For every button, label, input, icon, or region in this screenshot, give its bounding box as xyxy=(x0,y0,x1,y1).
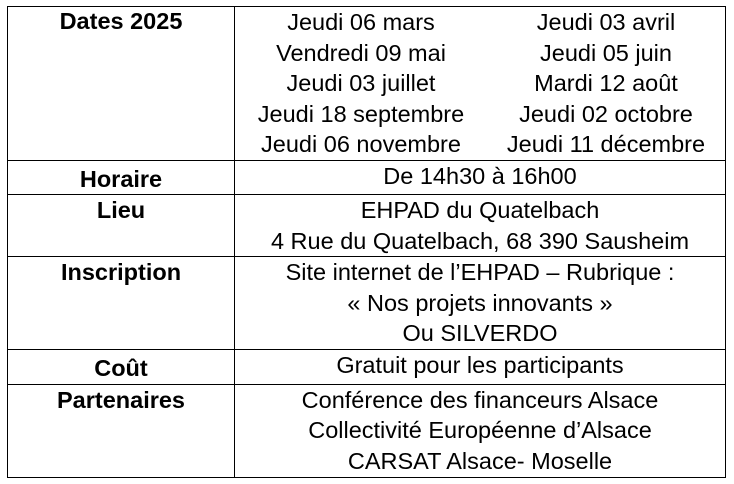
date-item: Jeudi 03 juillet xyxy=(286,70,436,96)
partenaires-value-cell xyxy=(235,384,726,477)
dates-label: Dates 2025 xyxy=(59,8,183,34)
horaire-value-cell xyxy=(235,160,726,195)
inscription-value-cell xyxy=(235,257,726,350)
date-item: Jeudi 06 mars xyxy=(287,9,435,35)
cout-label-cell xyxy=(8,350,235,385)
horaire-label: Horaire xyxy=(79,165,163,192)
table-row-cout xyxy=(8,350,726,385)
partenaire-line: CARSAT Alsace- Moselle xyxy=(347,447,613,474)
lieu-value-cell xyxy=(235,195,726,257)
lieu-label: Lieu xyxy=(96,197,146,223)
inscription-line: Ou SILVERDO xyxy=(402,320,558,346)
partenaires-label-cell xyxy=(8,384,235,477)
date-item: Jeudi 06 novembre xyxy=(261,131,461,157)
date-item: Vendredi 09 mai xyxy=(276,39,446,66)
inscription-line: « Nos projets innovants » xyxy=(347,289,613,316)
date-item: Jeudi 18 septembre xyxy=(257,100,465,127)
cout-value: Gratuit pour les participants xyxy=(336,352,624,378)
lieu-line: 4 Rue du Quatelbach, 68 390 Sausheim xyxy=(270,227,690,254)
lieu-label-cell xyxy=(8,195,235,257)
table-row-dates xyxy=(8,7,726,161)
date-item: Jeudi 11 décembre xyxy=(506,131,706,157)
inscription-label: Inscription xyxy=(60,259,182,285)
info-table xyxy=(7,6,726,478)
dates-list xyxy=(235,7,725,160)
horaire-value: De 14h30 à 16h00 xyxy=(383,162,577,189)
date-item: Mardi 12 août xyxy=(534,70,678,96)
partenaire-line: Conférence des financeurs Alsace xyxy=(301,386,659,413)
inscription-line: Site internet de l’EHPAD – Rubrique : xyxy=(285,259,675,285)
date-item: Jeudi 03 avril xyxy=(536,9,676,35)
dates-label-cell xyxy=(8,7,235,161)
partenaires-label: Partenaires xyxy=(56,386,186,413)
dates-value-cell xyxy=(235,7,726,161)
partenaire-line: Collectivité Européenne d’Alsace xyxy=(308,417,652,443)
cout-value-cell xyxy=(235,350,726,385)
inscription-label-cell xyxy=(8,257,235,350)
table-row-lieu xyxy=(8,195,726,257)
cout-label: Coût xyxy=(94,355,148,381)
table-row-partenaires xyxy=(8,384,726,477)
horaire-label-cell xyxy=(8,160,235,195)
table-row-inscription xyxy=(8,257,726,350)
date-item: Jeudi 02 octobre xyxy=(519,100,693,127)
lieu-line: EHPAD du Quatelbach xyxy=(360,197,600,223)
date-item: Jeudi 05 juin xyxy=(540,39,672,66)
table-row-horaire xyxy=(8,160,726,195)
